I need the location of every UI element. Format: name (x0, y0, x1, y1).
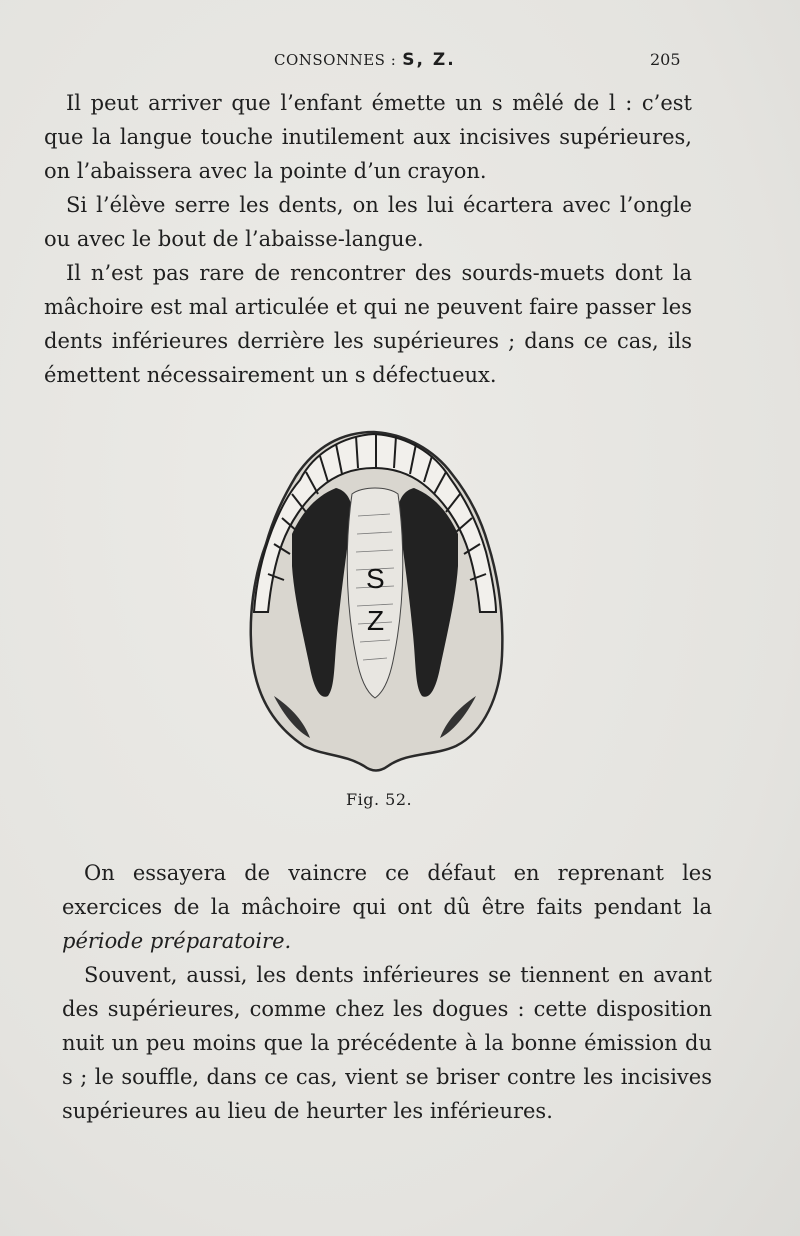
paragraph-1: Il peut arriver que l’enfant émette un s mêlé de l : c’est que la langue touche inutilement aux incisives supérieures, on l’abaissera avec la pointe d’un crayon. (44, 91, 692, 183)
page-number: 205 (650, 50, 681, 69)
palate-drawing (244, 416, 506, 780)
paragraph-3: Il n’est pas rare de rencontrer des sourds-muets dont la mâchoire est mal articulée et qui ne peuvent faire passer les dents inférieures derrière les supérieures ; dans ce cas, ils émettent nécessairement un s défectueux. (44, 261, 692, 387)
top-text-block (44, 86, 692, 392)
palate-illustration (244, 416, 506, 780)
bottom-text-block (62, 856, 712, 1128)
paragraph-2: Si l’élève serre les dents, on les lui écartera avec l’ongle ou avec le bout de l’abaisse-langue. (44, 193, 692, 251)
running-head-letters: S, Z. (402, 50, 456, 70)
label-s: S (366, 563, 385, 594)
figure-caption: Fig. 52. (346, 790, 413, 809)
running-head-text: CONSONNES : (274, 51, 397, 69)
running-head (274, 50, 456, 70)
paragraph-4-italic: période préparatoire. (62, 929, 292, 953)
paragraph-4-text: On essayera de vaincre ce défaut en reprenant les exercices de la mâchoire qui ont dû être faits pendant la (62, 861, 712, 919)
label-z: Z (367, 605, 385, 636)
paragraph-4 (62, 856, 712, 958)
page-header (0, 48, 800, 72)
paragraph-5: Souvent, aussi, les dents inférieures se tiennent en avant des supérieures, comme chez les dogues : cette disposition nuit un peu moins que la précédente à la bonne émission du s ; le souffle, dans ce cas, vient se briser contre les incisives supérieures au lieu de heurter les inférieures. (62, 963, 712, 1123)
